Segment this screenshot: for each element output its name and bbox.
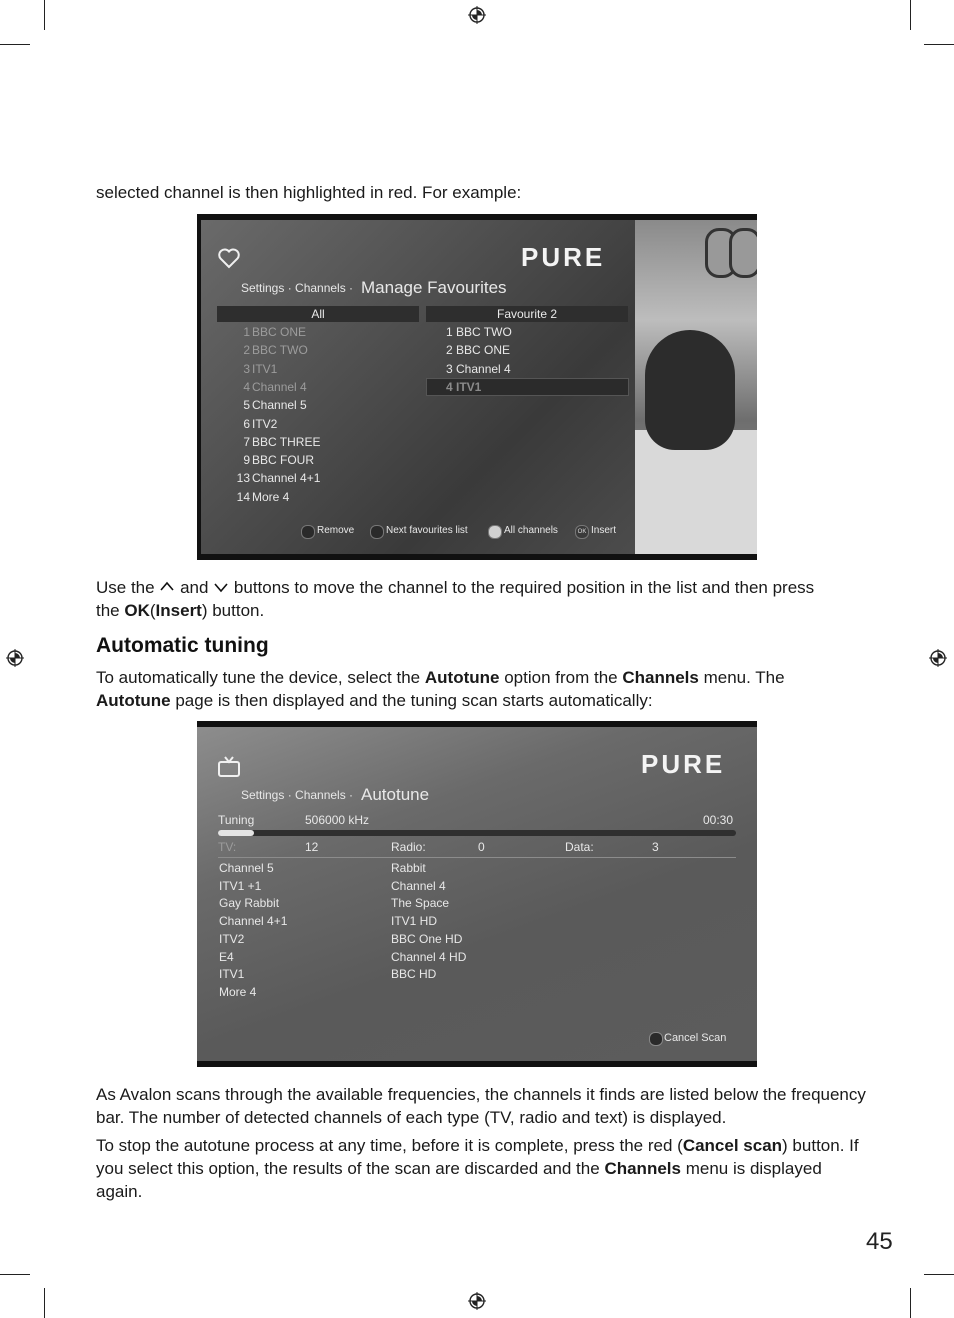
crop-mark [910,0,911,30]
channel-number: 6 [243,416,250,431]
instruction-part: and [180,578,209,597]
screen-title: Manage Favourites [361,278,507,297]
channel-list-item[interactable]: BBC ONE [252,325,307,339]
text-part: To stop the autotune process at any time, before it is complete, press the red ( [96,1136,683,1155]
heart-icon [217,246,241,270]
crop-mark [0,1274,30,1275]
text-part: page is then displayed and the tuning scan starts automatically: [175,691,653,710]
insert-button-ref: Insert [155,601,202,620]
channel-list-item[interactable]: ITV1 [252,361,278,376]
found-channel: E4 [219,949,234,964]
found-channel: Channel 5 [219,861,274,875]
registration-mark-icon [468,1292,486,1310]
breadcrumb: Settings · Channels · [241,281,354,295]
channel-number: 3 [243,361,250,376]
stop-paragraph [96,1134,866,1203]
person-head [645,330,735,450]
channel-list-item[interactable]: More 4 [252,489,290,504]
remote-button-icon [301,525,315,539]
found-channel: Gay Rabbit [219,896,280,911]
registration-mark-icon [6,649,24,667]
channel-list-item[interactable]: BBC FOUR [252,453,315,468]
channel-number: 1 [243,325,250,339]
found-channel: The Space [391,896,450,911]
text-part: ) button. If you select this option, the results of the scan are discarded and the [96,1136,859,1178]
channels-ref: Channels [622,668,699,687]
button-label[interactable]: Insert [591,525,617,536]
channel-list-item[interactable]: ITV2 [252,416,278,431]
radio-count: 0 [478,840,485,854]
channel-number: 4 [243,379,250,394]
cancel-scan-ref: Cancel scan [682,1136,783,1155]
crop-mark [44,1288,45,1318]
favourite-list-item[interactable]: 4 ITV1 [446,379,482,394]
instruction-part: buttons to move the channel to the required position in the list and then press the [96,578,815,620]
button-label[interactable]: Remove [317,525,355,536]
instruction-part: Use the [96,578,155,597]
found-channel: ITV1 HD [391,914,438,929]
found-channel: ITV2 [219,931,245,946]
text-part: menu. The [703,668,785,687]
autotune-screenshot [197,721,757,1067]
remote-button-icon: OK [575,525,589,539]
channel-list-item[interactable]: BBC TWO [252,343,308,358]
found-channel: BBC One HD [391,931,463,946]
tv-label: TV: [218,840,237,854]
found-channel: Rabbit [391,861,426,875]
found-channel: ITV1 [219,967,245,982]
crop-mark [910,1288,911,1318]
tuning-label: Tuning [218,813,255,827]
decorative-ring [729,228,757,278]
channel-number: 9 [243,453,250,468]
section-heading: Automatic tuning [96,634,269,657]
remote-button-icon [370,525,384,539]
video-preview [635,220,757,554]
pure-logo: PURE [641,749,726,779]
instruction-text [96,576,836,622]
text-part: To automatically tune the device, select the [96,668,421,687]
radio-label: Radio: [391,840,426,854]
found-channel: More 4 [219,984,257,999]
channel-number: 13 [236,471,250,486]
crop-mark [924,1274,954,1275]
instruction-part: ) button. [201,601,265,620]
favourite-list-item[interactable]: 2 BBC ONE [446,343,511,358]
registration-mark-icon [929,649,947,667]
data-label: Data: [565,840,594,854]
found-channel: Channel 4+1 [219,914,288,929]
crop-mark [0,44,30,45]
tv-icon [217,755,241,779]
channel-number: 2 [243,343,250,358]
cancel-scan-label: Cancel Scan [664,1032,727,1044]
pure-logo: PURE [521,242,606,272]
tv-count: 12 [305,840,319,854]
channel-list-item[interactable]: BBC THREE [252,434,321,449]
autotune-ref: Autotune [424,668,500,687]
tuning-frequency: 506000 kHz [305,813,370,827]
tuning-progress-fill [218,830,254,836]
button-label[interactable]: All channels [504,525,558,536]
button-label[interactable]: Next favourites list [386,525,468,536]
elapsed-time: 00:30 [703,813,734,827]
found-channel: Channel 4 [391,878,446,893]
crop-mark [924,44,954,45]
scan-paragraph: As Avalon scans through the available frequencies, the channels it finds are listed below the frequency bar. The number of detected channels of each type (TV, radio and text) is displayed. [96,1085,866,1127]
text-part: option from the [504,668,618,687]
favourite-list-item[interactable]: 3 Channel 4 [446,361,511,376]
ok-button-ref: OK [124,601,150,620]
down-arrow-icon [213,582,229,594]
page-number: 45 [866,1228,893,1255]
crop-mark [44,0,45,30]
remote-button-icon [488,525,502,539]
up-arrow-icon [159,580,175,592]
found-channel: ITV1 +1 [219,878,262,893]
channel-list-item[interactable]: Channel 4 [252,379,307,394]
channel-list-item[interactable]: Channel 4+1 [252,471,321,486]
channel-number: 14 [236,489,250,504]
all-column-header: All [217,306,419,322]
found-channel: Channel 4 HD [391,949,467,964]
favourite-list-item[interactable]: 1 BBC TWO [446,325,512,339]
data-count: 3 [652,840,659,854]
intro-text: selected channel is then highlighted in red. For example: [96,183,522,202]
instruction-part: ( [149,601,156,620]
red-button-icon [649,1032,663,1046]
registration-mark-icon [468,6,486,24]
text-part: menu is displayed again. [96,1159,822,1201]
breadcrumb: Settings · Channels · [241,788,354,802]
channels-ref: Channels [604,1159,681,1178]
divider [218,857,736,858]
screen-title: Autotune [361,785,430,804]
manage-favourites-screenshot [197,214,757,560]
channel-number: 7 [243,434,250,449]
found-channel: BBC HD [391,967,437,982]
favourite-column-header: Favourite 2 [426,306,628,322]
channel-list-item[interactable]: Channel 5 [252,398,307,413]
tuning-progress-bar [218,830,736,836]
channel-number: 5 [243,398,250,413]
autotune-ref: Autotune [96,691,171,710]
autotune-intro [96,666,856,712]
